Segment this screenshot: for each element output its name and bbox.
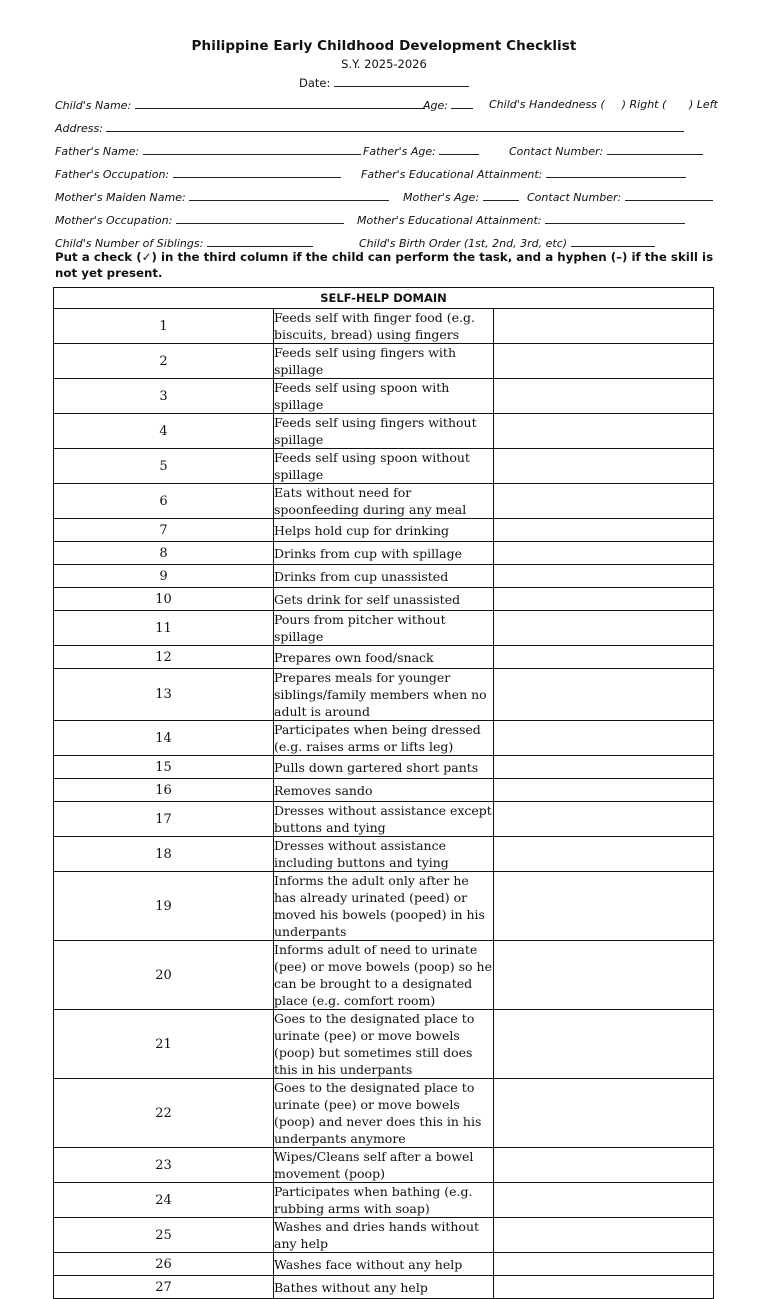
check-cell[interactable] — [494, 1276, 714, 1299]
item-task: Gets drink for self unassisted — [274, 588, 494, 611]
item-number: 3 — [54, 379, 274, 414]
age-field[interactable] — [451, 96, 473, 109]
item-number: 15 — [54, 756, 274, 779]
item-number: 13 — [54, 669, 274, 721]
check-cell[interactable] — [494, 941, 714, 1010]
table-row — [54, 309, 714, 344]
self-help-checklist-table — [53, 287, 714, 1299]
contact-number-label-2: Contact Number: — [527, 191, 622, 204]
table-row — [54, 1148, 714, 1183]
table-row — [54, 542, 714, 565]
table-row — [54, 1079, 714, 1148]
item-task: Feeds self using spoon without spillage — [274, 449, 494, 484]
item-task: Prepares own food/snack — [274, 646, 494, 669]
check-cell[interactable] — [494, 484, 714, 519]
item-task: Pulls down gartered short pants — [274, 756, 494, 779]
check-cell[interactable] — [494, 1010, 714, 1079]
table-row — [54, 669, 714, 721]
domain-header: SELF-HELP DOMAIN — [54, 288, 714, 309]
item-number: 19 — [54, 872, 274, 941]
check-cell[interactable] — [494, 872, 714, 941]
check-cell[interactable] — [494, 721, 714, 756]
mother-age-field[interactable] — [483, 188, 519, 201]
father-occupation-label: Father's Occupation: — [55, 168, 170, 181]
table-row — [54, 519, 714, 542]
item-number: 20 — [54, 941, 274, 1010]
mother-age-label: Mother's Age: — [403, 191, 480, 204]
item-number: 8 — [54, 542, 274, 565]
check-cell[interactable] — [494, 756, 714, 779]
check-cell[interactable] — [494, 344, 714, 379]
check-cell[interactable] — [494, 565, 714, 588]
item-number: 18 — [54, 837, 274, 872]
item-task: Participates when being dressed (e.g. raises arms or lifts leg) — [274, 721, 494, 756]
table-row — [54, 872, 714, 941]
check-cell[interactable] — [494, 449, 714, 484]
item-task: Bathes without any help — [274, 1276, 494, 1299]
item-task: Goes to the designated place to urinate (pee) or move bowels (poop) and never does this in his underpants anymore — [274, 1079, 494, 1148]
item-task: Informs the adult only after he has already urinated (peed) or moved his bowels (pooped) in his underpants — [274, 872, 494, 941]
address-field[interactable] — [106, 119, 684, 132]
table-row — [54, 1253, 714, 1276]
check-cell[interactable] — [494, 309, 714, 344]
item-number: 4 — [54, 414, 274, 449]
check-cell[interactable] — [494, 1218, 714, 1253]
item-number: 11 — [54, 611, 274, 646]
table-row — [54, 1010, 714, 1079]
item-number: 9 — [54, 565, 274, 588]
item-task: Dresses without assistance including buttons and tying — [274, 837, 494, 872]
row-child: Child's Name: Age: Child's Handedness ( ) Right ( ) Left — [55, 98, 718, 112]
check-cell[interactable] — [494, 379, 714, 414]
table-row — [54, 344, 714, 379]
item-task: Drinks from cup unassisted — [274, 565, 494, 588]
contact-number-label: Contact Number: — [509, 145, 604, 158]
child-name-field[interactable] — [135, 96, 425, 109]
item-task: Washes face without any help — [274, 1253, 494, 1276]
father-name-label: Father's Name: — [55, 145, 140, 158]
item-number: 25 — [54, 1218, 274, 1253]
table-row — [54, 414, 714, 449]
item-number: 22 — [54, 1079, 274, 1148]
form-header — [0, 38, 768, 90]
check-cell[interactable] — [494, 1253, 714, 1276]
father-occupation-field[interactable] — [173, 165, 341, 178]
handedness-label: Child's Handedness ( — [489, 98, 605, 111]
check-cell[interactable] — [494, 519, 714, 542]
table-row — [54, 379, 714, 414]
item-task: Helps hold cup for drinking — [274, 519, 494, 542]
siblings-label: Child's Number of Siblings: — [55, 237, 204, 250]
table-row — [54, 611, 714, 646]
birth-order-label: Child's Birth Order (1st, 2nd, 3rd, etc) — [359, 237, 568, 250]
item-task: Informs adult of need to urinate (pee) or move bowels (poop) so he can be brought to a designated place (e.g. comfort room) — [274, 942, 492, 1008]
school-year: S.Y. 2025-2026 — [341, 57, 427, 71]
child-name-label: Child's Name: — [55, 99, 132, 112]
item-task: Prepares meals for younger siblings/family members when no adult is around — [274, 669, 494, 721]
item-task: Feeds self with finger food (e.g. biscuits, bread) using fingers — [274, 309, 494, 344]
item-number: 2 — [54, 344, 274, 379]
table-row — [54, 484, 714, 519]
check-cell[interactable] — [494, 1079, 714, 1148]
table-row — [54, 449, 714, 484]
father-education-label: Father's Educational Attainment: — [361, 168, 543, 181]
item-task: Feeds self using fingers with spillage — [274, 344, 494, 379]
address-label: Address: — [55, 122, 103, 135]
table-row — [54, 1218, 714, 1253]
right-label: ) Right — [621, 98, 659, 111]
table-row — [54, 721, 714, 756]
mother-name-field[interactable] — [189, 188, 389, 201]
check-cell[interactable] — [494, 1183, 714, 1218]
item-task: Feeds self using spoon with spillage — [274, 379, 494, 414]
item-number: 10 — [54, 588, 274, 611]
check-cell[interactable] — [494, 1148, 714, 1183]
father-age-field[interactable] — [439, 142, 479, 155]
table-row — [54, 1183, 714, 1218]
table-row — [54, 941, 714, 1010]
item-number: 21 — [54, 1010, 274, 1079]
mother-name-label: Mother's Maiden Name: — [55, 191, 186, 204]
check-cell[interactable] — [494, 669, 714, 721]
father-name-field[interactable] — [143, 142, 361, 155]
date-field[interactable] — [334, 74, 469, 87]
table-row — [54, 779, 714, 802]
table-row — [54, 1276, 714, 1299]
check-cell[interactable] — [494, 779, 714, 802]
table-row — [54, 646, 714, 669]
item-number: 1 — [54, 309, 274, 344]
item-number: 27 — [54, 1276, 274, 1299]
item-task: Dresses without assistance except buttons and tying — [274, 803, 492, 835]
item-number: 17 — [54, 802, 274, 837]
father-education-field[interactable] — [546, 165, 686, 178]
check-cell[interactable] — [494, 414, 714, 449]
date-line — [0, 74, 768, 90]
item-number: 12 — [54, 646, 274, 669]
mother-occupation-field[interactable] — [176, 211, 344, 224]
check-cell[interactable] — [494, 588, 714, 611]
mother-education-label: Mother's Educational Attainment: — [357, 214, 542, 227]
item-number: 14 — [54, 721, 274, 756]
birth-order-field[interactable] — [571, 234, 655, 247]
father-contact-field[interactable] — [607, 142, 703, 155]
left-label: ) Left — [688, 98, 718, 111]
age-label: Age: — [423, 99, 448, 112]
item-number: 23 — [54, 1148, 274, 1183]
form-title: Philippine Early Childhood Development Checklist — [191, 38, 577, 54]
item-number: 16 — [54, 779, 274, 802]
item-task: Eats without need for spoonfeeding during any meal — [274, 484, 494, 519]
mother-contact-field[interactable] — [625, 188, 713, 201]
table-row — [54, 837, 714, 872]
instruction-text: Put a check (✓) in the third column if the child can perform the task, and a hyphen (–) if the skill is not yet present. — [55, 250, 714, 280]
item-number: 26 — [54, 1253, 274, 1276]
item-number: 5 — [54, 449, 274, 484]
table-row — [54, 565, 714, 588]
mother-occupation-label: Mother's Occupation: — [55, 214, 173, 227]
table-row — [54, 756, 714, 779]
check-cell[interactable] — [494, 611, 714, 646]
item-task: Washes and dries hands without any help — [274, 1218, 494, 1253]
item-number: 24 — [54, 1183, 274, 1218]
siblings-field[interactable] — [207, 234, 313, 247]
check-cell[interactable] — [494, 837, 714, 872]
checklist-body — [54, 309, 714, 1299]
item-task: Removes sando — [274, 779, 494, 802]
father-age-label: Father's Age: — [363, 145, 436, 158]
date-label: Date: — [298, 76, 331, 90]
check-cell[interactable] — [494, 802, 714, 837]
item-number: 7 — [54, 519, 274, 542]
check-cell[interactable] — [494, 542, 714, 565]
item-task: Participates when bathing (e.g. rubbing arms with soap) — [274, 1183, 494, 1218]
item-task: Drinks from cup with spillage — [274, 542, 494, 565]
item-number: 6 — [54, 484, 274, 519]
table-row — [54, 588, 714, 611]
mother-education-field[interactable] — [545, 211, 685, 224]
item-task: Wipes/Cleans self after a bowel movement (poop) — [274, 1148, 494, 1183]
check-cell[interactable] — [494, 646, 714, 669]
item-task: Feeds self using fingers without spillage — [274, 414, 494, 449]
item-task: Pours from pitcher without spillage — [274, 611, 494, 646]
item-task: Goes to the designated place to urinate (pee) or move bowels (poop) but sometimes still does this in his underpants — [274, 1010, 494, 1079]
table-row — [54, 802, 714, 837]
